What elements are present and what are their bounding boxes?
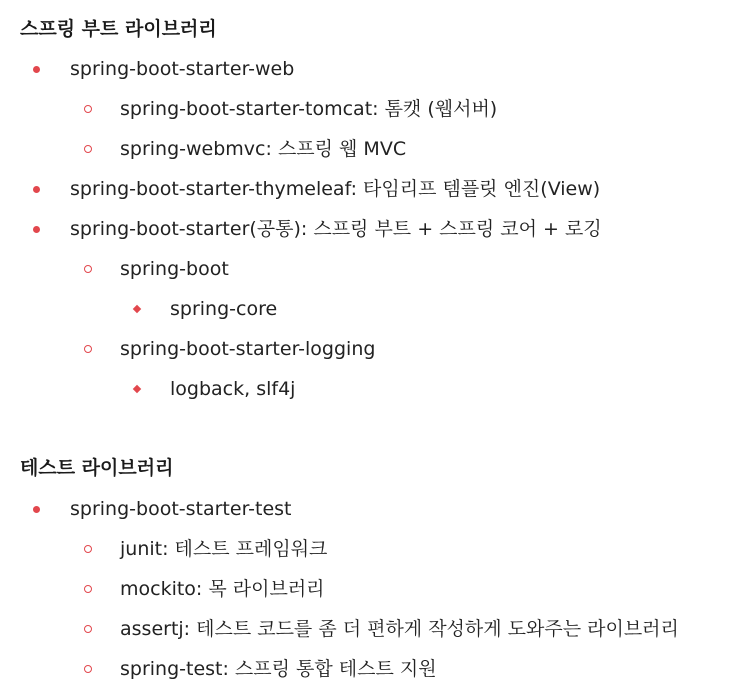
- list-item-label: spring-core: [170, 298, 278, 320]
- list-item: [120, 649, 437, 689]
- list-item-label: spring-webmvc: 스프링 웹 MVC: [120, 138, 407, 160]
- list-item-label: spring-boot-starter-tomcat: 톰캣 (웹서버): [120, 98, 498, 120]
- list-item-label: spring-boot-starter-logging: [120, 338, 376, 360]
- list-item-label: mockito: 목 라이브러리: [120, 578, 325, 600]
- list-item: [170, 369, 295, 409]
- list-item-label: junit: 테스트 프레임워크: [120, 538, 328, 560]
- list-item-label: spring-boot-starter-test: [70, 498, 292, 520]
- hollow-circle-bullet-icon: [84, 665, 92, 673]
- list-item: [120, 129, 406, 169]
- list-item-label: spring-boot-starter(공통): 스프링 부트 + 스프링 코어 + 로깅: [70, 218, 602, 240]
- filled-circle-bullet-icon: [33, 186, 40, 193]
- list-item: [120, 529, 327, 569]
- list-item-label: spring-boot-starter-web: [70, 58, 295, 80]
- filled-circle-bullet-icon: [33, 226, 40, 233]
- list-item: [70, 169, 600, 209]
- list-item: [70, 209, 602, 249]
- hollow-circle-bullet-icon: [84, 625, 92, 633]
- hollow-circle-bullet-icon: [84, 265, 92, 273]
- section-heading-test-libraries: 테스트 라이브러리: [20, 457, 174, 479]
- list-item: [70, 49, 294, 89]
- list-item-label: spring-test: 스프링 통합 테스트 지원: [120, 658, 437, 680]
- list-item: [120, 569, 325, 609]
- list-item-label: assertj: 테스트 코드를 좀 더 편하게 작성하게 도와주는 라이브러리: [120, 618, 679, 640]
- list-item-label: spring-boot-starter-thymeleaf: 타임리프 템플릿 엔진(View): [70, 178, 601, 200]
- list-item: [120, 609, 679, 649]
- hollow-circle-bullet-icon: [84, 145, 92, 153]
- filled-circle-bullet-icon: [33, 506, 40, 513]
- diamond-bullet-icon: [133, 305, 141, 313]
- hollow-circle-bullet-icon: [84, 545, 92, 553]
- hollow-circle-bullet-icon: [84, 345, 92, 353]
- hollow-circle-bullet-icon: [84, 585, 92, 593]
- list-item: [70, 489, 292, 529]
- list-item: [120, 329, 375, 369]
- list-item: [120, 89, 497, 129]
- hollow-circle-bullet-icon: [84, 105, 92, 113]
- filled-circle-bullet-icon: [33, 66, 40, 73]
- diamond-bullet-icon: [133, 385, 141, 393]
- list-item-label: spring-boot: [120, 258, 229, 280]
- list-item: [120, 249, 229, 289]
- list-item: [170, 289, 277, 329]
- list-item-label: logback, slf4j: [170, 378, 296, 400]
- section-heading-spring-boot-libraries: 스프링 부트 라이브러리: [20, 18, 217, 40]
